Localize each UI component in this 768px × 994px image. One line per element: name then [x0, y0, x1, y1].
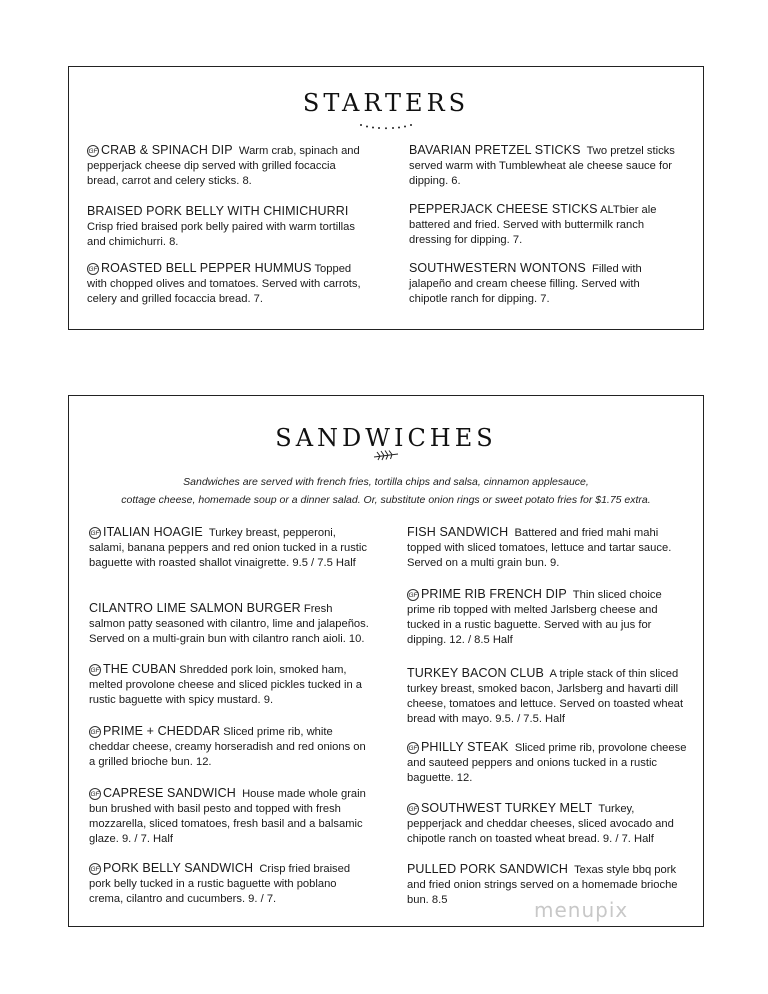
- gluten-free-icon: GF: [407, 803, 419, 815]
- sandwiches-section: [68, 395, 704, 927]
- menu-item: [407, 666, 689, 727]
- item-name: ITALIAN HOAGIE: [103, 525, 203, 539]
- watermark-logo: menupix: [534, 898, 629, 922]
- item-description: Shredded pork loin, smoked ham, melted provolone cheese and sliced pickles tucked in a rustic baguette with spicy mustard. 9.: [89, 664, 363, 706]
- item-description: Two pretzel sticks served warm with Tumblewheat ale cheese sauce for dipping. 6.: [409, 145, 675, 187]
- item-description: Crisp fried braised pork belly tucked in a rustic baguette with poblano crema, cilantro and cucumbers. 9. / 7.: [89, 863, 351, 905]
- item-name: SOUTHWESTERN WONTONS: [409, 261, 586, 275]
- menu-item: [89, 662, 371, 708]
- item-name: FISH SANDWICH: [407, 525, 509, 539]
- menu-item: [409, 202, 681, 248]
- item-name: ROASTED BELL PEPPER HUMMUS: [101, 261, 312, 275]
- menu-item: [89, 601, 371, 647]
- item-name: TURKEY BACON CLUB: [407, 666, 544, 680]
- menu-item: [407, 525, 689, 571]
- menu-item: [409, 261, 681, 307]
- item-name: PEPPERJACK CHEESE STICKS: [409, 202, 598, 216]
- item-description: Fresh salmon patty seasoned with cilantro, lime and jalapeños. Served on a multi-grain bun with cilantro ranch aioli. 10.: [89, 603, 369, 645]
- item-description: Sliced prime rib, white cheddar cheese, creamy horseradish and red onions on a grilled brioche bun. 12.: [89, 726, 366, 768]
- note-line: cottage cheese, homemade soup or a dinner salad. Or, substitute onion rings or sweet potato fries for $1.75 extra.: [121, 494, 651, 506]
- item-name: CAPRESE SANDWICH: [103, 786, 236, 800]
- menu-item: [87, 143, 367, 189]
- starters-title: STARTERS: [302, 89, 470, 117]
- item-description: Thin sliced choice prime rib topped with melted Jarlsberg cheese and tucked in a rustic baguette. Served with au jus for dipping. 12. / 8.5 Half: [407, 589, 662, 646]
- sandwich-sides-note: [69, 473, 703, 509]
- gluten-free-icon: GF: [89, 863, 101, 875]
- menu-item: [407, 740, 689, 786]
- item-description: Topped with chopped olives and tomatoes. Served with carrots, celery and grilled focaccia bread. 7.: [87, 263, 361, 305]
- item-name: PHILLY STEAK: [421, 740, 509, 754]
- item-description: Turkey, pepperjack and cheddar cheeses, sliced avocado and chipotle ranch on toasted wheat bread. 9. / 7. Half: [407, 803, 674, 845]
- note-line: Sandwiches are served with french fries, tortilla chips and salsa, cinnamon applesauce,: [183, 476, 589, 488]
- item-description: Turkey breast, pepperoni, salami, banana peppers and red onion tucked in a rustic baguette with roasted shallot vinaigrette. 9.5 / 7.5 Half: [89, 527, 367, 569]
- gluten-free-icon: GF: [89, 788, 101, 800]
- item-description: Filled with jalapeño and cream cheese filling. Served with chipotle ranch for dipping. 7.: [409, 263, 642, 305]
- item-description: Sliced prime rib, provolone cheese and sauteed peppers and onions tucked in a rustic baguette. 12.: [407, 742, 687, 784]
- gluten-free-icon: GF: [87, 263, 99, 275]
- item-description: Texas style bbq pork and fried onion strings served on a homemade brioche bun. 8.5: [407, 864, 678, 906]
- item-name: PULLED PORK SANDWICH: [407, 862, 569, 876]
- gluten-free-icon: GF: [89, 726, 101, 738]
- item-description: Warm crab, spinach and pepperjack cheese dip served with grilled focaccia bread, carrot and celery sticks. 8.: [87, 145, 360, 187]
- item-description: Crisp fried braised pork belly paired with warm tortillas and chimichurri. 8.: [87, 221, 355, 248]
- menu-item: [89, 525, 371, 571]
- sprig-icon: [372, 448, 400, 462]
- gluten-free-icon: GF: [407, 589, 419, 601]
- item-description: ALTbier ale battered and fried. Served with buttermilk ranch dressing for dipping. 7.: [409, 204, 657, 246]
- item-name: CRAB & SPINACH DIP: [101, 143, 233, 157]
- item-description: Battered and fried mahi mahi topped with sliced tomatoes, lettuce and tartar sauce. Served on a multi grain bun. 9.: [407, 527, 672, 569]
- item-name: PRIME + CHEDDAR: [103, 724, 221, 738]
- menu-item: [89, 861, 371, 907]
- menu-item: [87, 204, 367, 250]
- item-description: House made whole grain bun brushed with basil pesto and topped with fresh mozzarella, sliced tomatoes, fresh basil and a balsamic glaze. 9. / 7. Half: [89, 788, 366, 845]
- gluten-free-icon: GF: [407, 742, 419, 754]
- starters-section: [68, 66, 704, 330]
- menu-item: [409, 143, 681, 189]
- item-name: CILANTRO LIME SALMON BURGER: [89, 601, 301, 615]
- item-name: BRAISED PORK BELLY WITH CHIMICHURRI: [87, 204, 349, 218]
- gluten-free-icon: GF: [89, 527, 101, 539]
- item-name: SOUTHWEST TURKEY MELT: [421, 801, 593, 815]
- item-name: PORK BELLY SANDWICH: [103, 861, 254, 875]
- menu-item: [407, 587, 689, 648]
- menu-item: [89, 786, 371, 847]
- item-name: THE CUBAN: [103, 662, 177, 676]
- gluten-free-icon: GF: [87, 145, 99, 157]
- menu-item: [87, 261, 367, 307]
- menu-item: [407, 801, 689, 847]
- sandwiches-title: SANDWICHES: [275, 424, 497, 452]
- item-name: PRIME RIB FRENCH DIP: [421, 587, 567, 601]
- menu-item: [89, 724, 371, 770]
- item-name: BAVARIAN PRETZEL STICKS: [409, 143, 581, 157]
- dotted-divider-icon: [358, 123, 414, 131]
- gluten-free-icon: GF: [89, 664, 101, 676]
- item-description: A triple stack of thin sliced turkey breast, smoked bacon, Jarlsberg and havarti dill cheese, tomatoes and lettuce. Served on toasted wheat bread with mayo. 9.5. / 7.5. Half: [407, 668, 684, 725]
